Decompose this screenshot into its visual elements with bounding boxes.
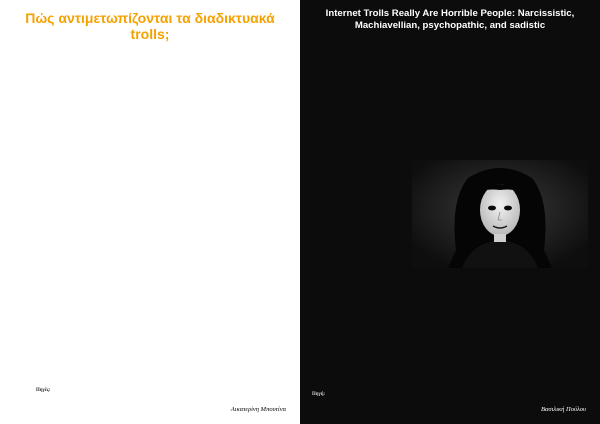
right-sources-label: Πηγή: [312,392,326,397]
left-page-body [14,58,286,390]
right-intro-block [312,48,588,160]
left-sources [36,388,266,404]
right-side-column [312,162,408,268]
left-sources-label: Πηγές: [36,388,51,393]
dark-haired-person-icon [412,160,588,268]
left-page-title: Πώς αντιμετωπίζονται τα διαδικτυακά trolls; [25,10,275,42]
right-page-title: Internet Trolls Really Are Horrible People: Narcissistic, Machiavellian, psychopathic, and sadistic [325,8,575,31]
right-closing-block [312,334,588,390]
right-middle-block [312,272,588,328]
right-page [300,0,600,424]
right-author: Βασιλική Πούλου [541,406,586,413]
left-author: Αικατερίνη Μπουτίνα [230,406,286,413]
right-sources [312,392,588,400]
